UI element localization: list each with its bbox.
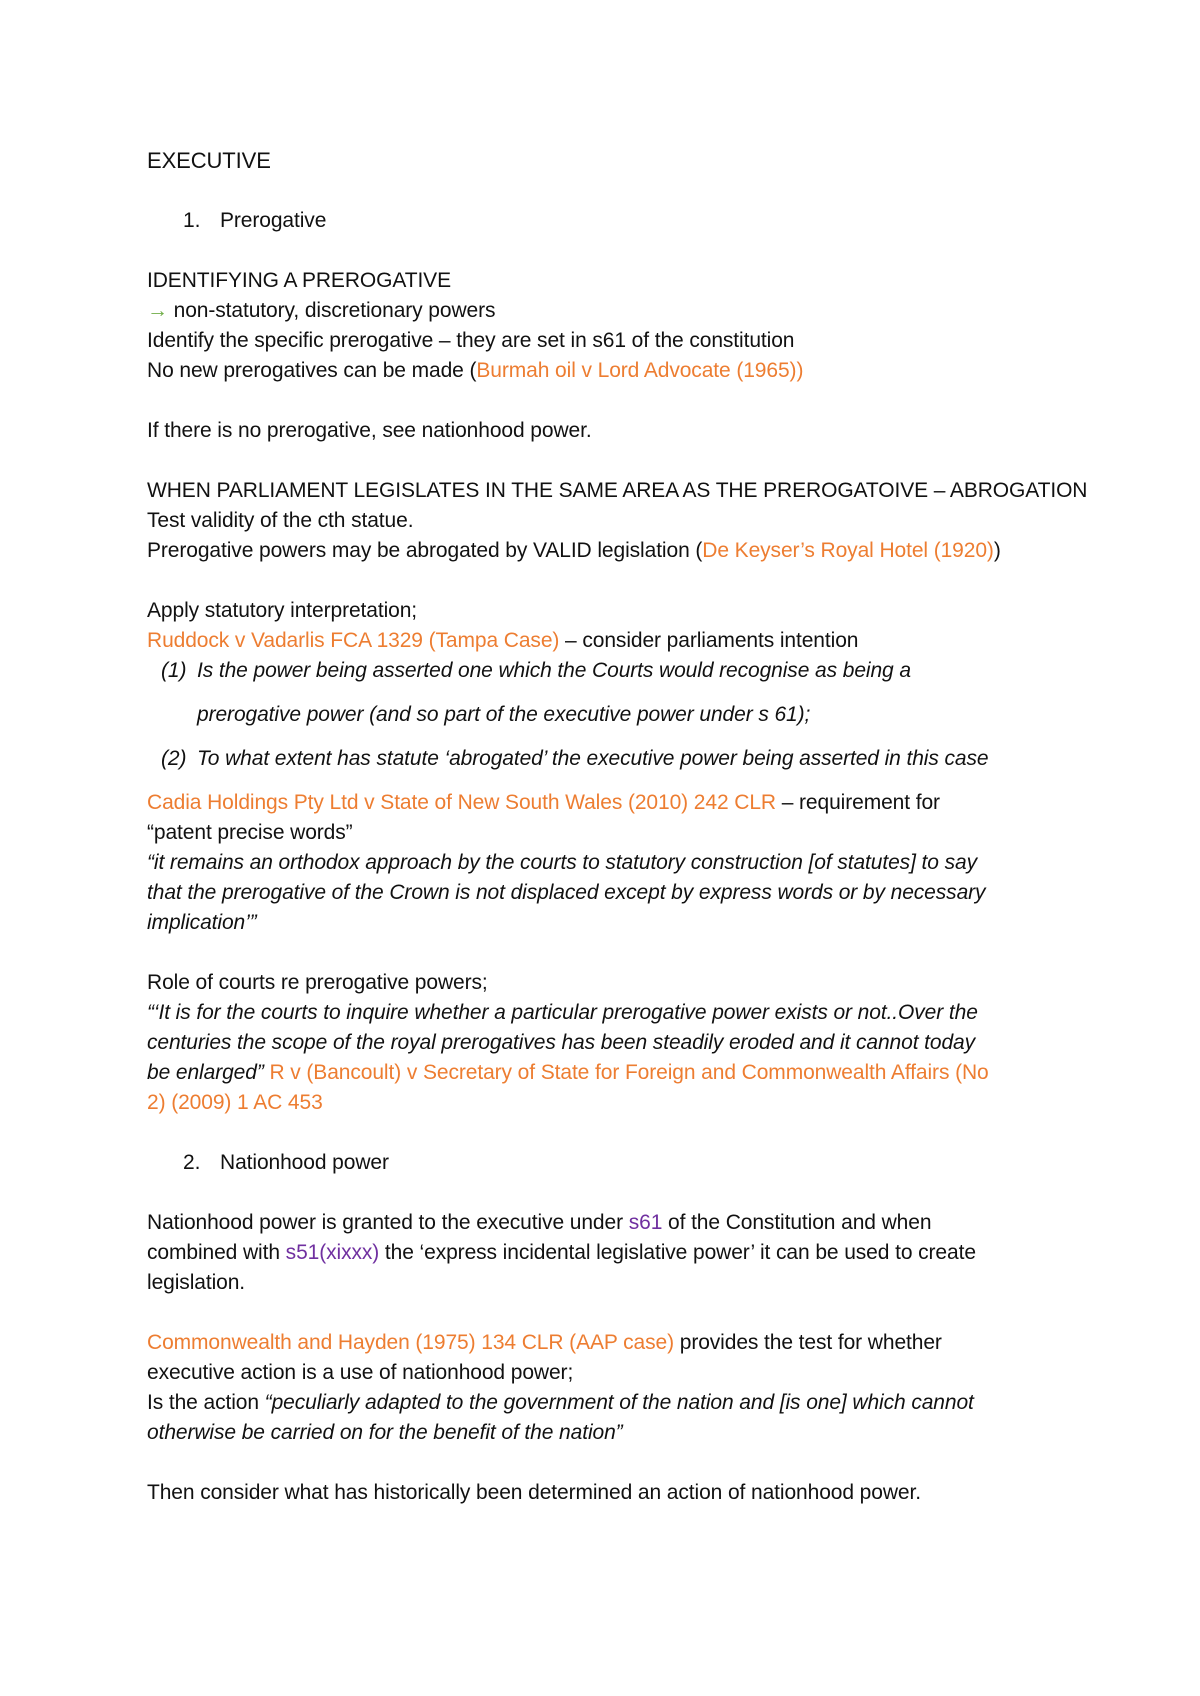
then-consider-line: Then consider what has historically been determined an action of nationhood power. (147, 1481, 921, 1504)
cadia-line: Cadia Holdings Pty Ltd v State of New South Wales (2010) 242 CLR – requirement for (147, 791, 940, 814)
section-label: Nationhood power (220, 1151, 389, 1174)
section-reference: s61 (628, 1211, 663, 1234)
document-body (147, 146, 1088, 1508)
identify-line: Identify the specific prerogative – they are set in s61 of the constitution (147, 329, 795, 352)
question-1: (1) Is the power being asserted one which the Courts would recognise as being a (161, 659, 911, 682)
bancoult-line-3: be enlarged” R v (Bancoult) v Secretary of State for Foreign and Commonwealth Affairs (No (147, 1061, 989, 1084)
case-reference: Ruddock v Vadarlis FCA 1329 (Tampa Case) (147, 629, 560, 652)
nationhood-para-line-3: legislation. (147, 1271, 246, 1294)
is-action-line: Is the action “peculiarly adapted to the government of the nation and [is one] which cannot (147, 1391, 974, 1414)
apply-statutory-line: Apply statutory interpretation; (147, 599, 418, 622)
hayden-line: Commonwealth and Hayden (1975) 134 CLR (AAP case) provides the test for whether (147, 1331, 942, 1354)
cadia-quote-3: implication’” (147, 911, 257, 934)
is-action-line-2: otherwise be carried on for the benefit of the nation” (147, 1421, 623, 1444)
abrogated-line: Prerogative powers may be abrogated by VALID legislation (De Keyser’s Royal Hotel (1920)) (147, 539, 1001, 562)
case-reference: R v (Bancoult) v Secretary of State for Foreign and Commonwealth Affairs (No (263, 1061, 989, 1084)
bancoult-quote-1: “‘It is for the courts to inquire whether a particular prerogative power exists or not..Over the (147, 1001, 978, 1024)
case-reference: Burmah oil v Lord Advocate (1965)) (476, 359, 804, 382)
cadia-line-2: “patent precise words” (147, 821, 353, 844)
bancoult-quote-2: centuries the scope of the royal prerogatives has been steadily eroded and it cannot today (147, 1031, 976, 1054)
hayden-line-2: executive action is a use of nationhood power; (147, 1361, 574, 1384)
no-new-line: No new prerogatives can be made (Burmah oil v Lord Advocate (1965)) (147, 359, 804, 382)
section-reference: s51(xixxx) (285, 1241, 380, 1264)
list-number: 2. (183, 1151, 201, 1174)
role-courts-line: Role of courts re prerogative powers; (147, 971, 488, 994)
page-title: EXECUTIVE (147, 148, 271, 173)
section-heading-nationhood (147, 1148, 1067, 1178)
nationhood-para-line-2: combined with s51(xixxx) the ‘express incidental legislative power’ it can be used to create (147, 1241, 976, 1264)
question-1-continued: prerogative power (and so part of the executive power under s 61); (197, 703, 811, 726)
nationhood-para-line-1: Nationhood power is granted to the executive under s61 of the Constitution and when (147, 1211, 932, 1234)
question-2: (2) To what extent has statute ‘abrogated’ the executive power being asserted in this case (161, 747, 989, 770)
no-prerogative-line: If there is no prerogative, see nationhood power. (147, 419, 592, 442)
list-number: 1. (183, 209, 201, 232)
cadia-quote-2: that the prerogative of the Crown is not displaced except by express words or by necessary (147, 881, 986, 904)
section-heading-prerogative (147, 206, 1067, 236)
section-label: Prerogative (220, 209, 327, 232)
abrogation-heading: WHEN PARLIAMENT LEGISLATES IN THE SAME AREA AS THE PREROGATOIVE – ABROGATION (147, 479, 1088, 502)
case-reference: Cadia Holdings Pty Ltd v State of New South Wales (2010) 242 CLR (147, 791, 776, 814)
identifying-heading: IDENTIFYING A PREROGATIVE (147, 269, 451, 292)
cadia-quote-1: “it remains an orthodox approach by the courts to statutory construction [of statutes] to say (147, 851, 977, 874)
arrow-line: → non-statutory, discretionary powers (147, 299, 496, 322)
case-reference: De Keyser’s Royal Hotel (1920) (702, 539, 994, 562)
bancoult-case-2: 2) (2009) 1 AC 453 (147, 1091, 323, 1114)
test-validity-line: Test validity of the cth statue. (147, 509, 414, 532)
arrow-right-icon: → (147, 299, 168, 322)
case-reference: Commonwealth and Hayden (1975) 134 CLR (AAP case) (147, 1331, 674, 1354)
ruddock-line: Ruddock v Vadarlis FCA 1329 (Tampa Case) – consider parliaments intention (147, 629, 859, 652)
